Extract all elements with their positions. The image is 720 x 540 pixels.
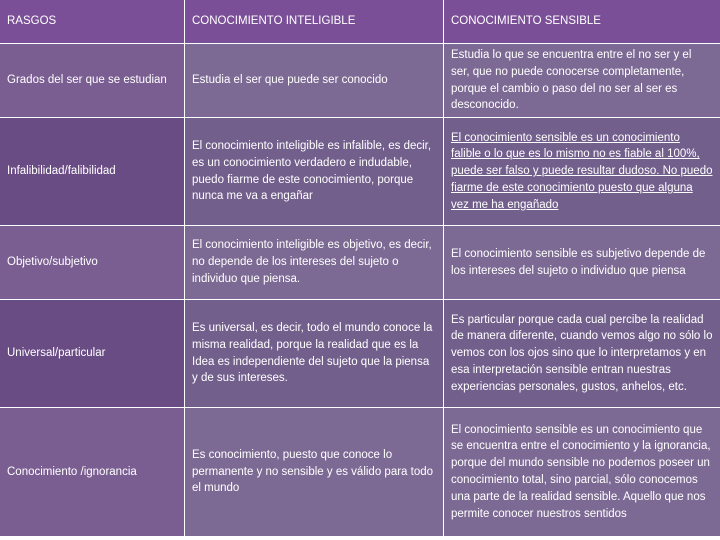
trait-cell: Infalibilidad/falibilidad	[0, 118, 185, 226]
trait-cell: Conocimiento /ignorancia	[0, 408, 185, 537]
header-rasgos: RASGOS	[0, 0, 185, 44]
sensible-cell-link[interactable]: El conocimiento sensible es un conocimiento falible o lo que es lo mismo no es fiable al 100%, puede ser falso y puede resultar dudoso. No puedo fiarme de este conocimiento puesto que alguna vez me ha engañado	[444, 118, 720, 226]
sensible-cell: El conocimiento sensible es un conocimiento que se encuentra entre el conocimiento y la ignorancia, porque del mundo sensible no podemos poseer un conocimiento total, sino parcial, sólo conocemos una parte de la realidad sensible. Aquello que nos permite conocer nuestros sentidos	[444, 408, 720, 537]
trait-cell: Universal/particular	[0, 300, 185, 408]
trait-cell: Grados del ser que se estudian	[0, 44, 185, 118]
table-row	[0, 44, 720, 118]
inteligible-cell: Estudia el ser que puede ser conocido	[185, 44, 444, 118]
inteligible-cell: Es conocimiento, puesto que conoce lo permanente y no sensible y es válido para todo el mundo	[185, 408, 444, 537]
table-row	[0, 300, 720, 408]
table-row	[0, 226, 720, 300]
sensible-cell: El conocimiento sensible es subjetivo depende de los intereses del sujeto o individuo que piensa	[444, 226, 720, 300]
header-inteligible: CONOCIMIENTO INTELIGIBLE	[185, 0, 444, 44]
inteligible-cell: El conocimiento inteligible es objetivo, es decir, no depende de los intereses del sujeto o individuo que piensa.	[185, 226, 444, 300]
table-row	[0, 118, 720, 226]
inteligible-cell: El conocimiento inteligible es infalible, es decir, es un conocimiento verdadero e indudable, puedo fiarme de este conocimiento, porque nunca me va a engañar	[185, 118, 444, 226]
header-row	[0, 0, 720, 44]
inteligible-cell: Es universal, es decir, todo el mundo conoce la misma realidad, porque la realidad que es la Idea es independiente del sujeto que la piensa y de sus intereses.	[185, 300, 444, 408]
table-row	[0, 408, 720, 537]
trait-cell: Objetivo/subjetivo	[0, 226, 185, 300]
sensible-cell: Es particular porque cada cual percibe la realidad de manera diferente, cuando vemos algo no sólo lo vemos con los ojos sino que lo interpretamos y en esa interpretación sensible entran nuestras experiencias personales, gustos, anhelos, etc.	[444, 300, 720, 408]
sensible-cell: Estudia lo que se encuentra entre el no ser y el ser, que no puede conocerse completamente, porque el cambio o paso del no ser al ser es desconocido.	[444, 44, 720, 118]
header-sensible: CONOCIMIENTO SENSIBLE	[444, 0, 720, 44]
